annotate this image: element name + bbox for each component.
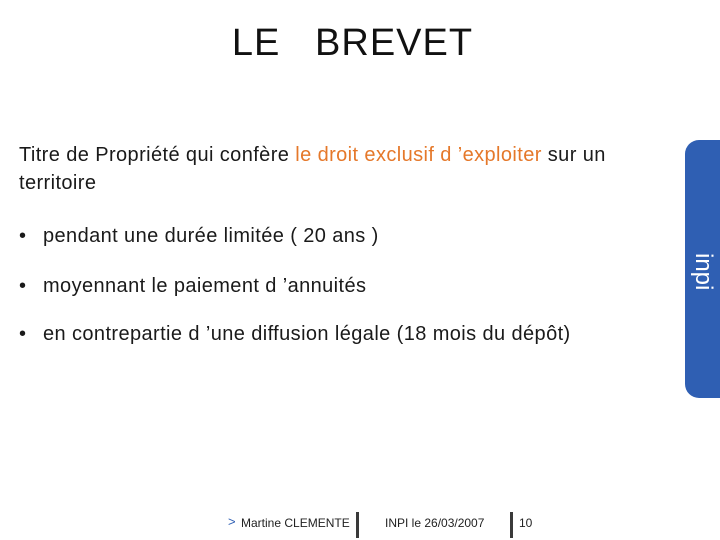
footer-divider	[356, 512, 359, 538]
bullet-marker: •	[19, 275, 27, 297]
footer-author: Martine CLEMENTE	[241, 516, 350, 530]
bullet-item-duration	[19, 222, 639, 250]
bullet-marker: •	[19, 225, 27, 247]
bullet-marker: •	[19, 323, 27, 345]
intro-highlight: le droit exclusif d ’exploiter	[295, 144, 542, 166]
footer-source-date: INPI le 26/03/2007	[385, 516, 485, 530]
bullet-text: pendant une durée limitée ( 20 ans )	[43, 225, 379, 247]
bullet-item-fees	[19, 272, 639, 300]
footer-arrow-icon: >	[228, 514, 236, 529]
intro-text-start: Titre de Propriété qui confère	[19, 144, 296, 166]
bullet-text: moyennant le paiement d ’annuités	[43, 275, 367, 297]
page-number: 10	[519, 516, 533, 530]
bullet-text: en contrepartie d ’une diffusion légale (18 mois du dépôt)	[43, 323, 571, 345]
intro-paragraph	[19, 141, 679, 197]
footer-divider	[510, 512, 513, 538]
bullet-item-disclosure	[19, 320, 639, 348]
inpi-logo: inpi	[690, 253, 717, 291]
slide-title: LE BREVET	[231, 22, 474, 64]
intro-text-end: sur un territoire	[19, 144, 606, 194]
